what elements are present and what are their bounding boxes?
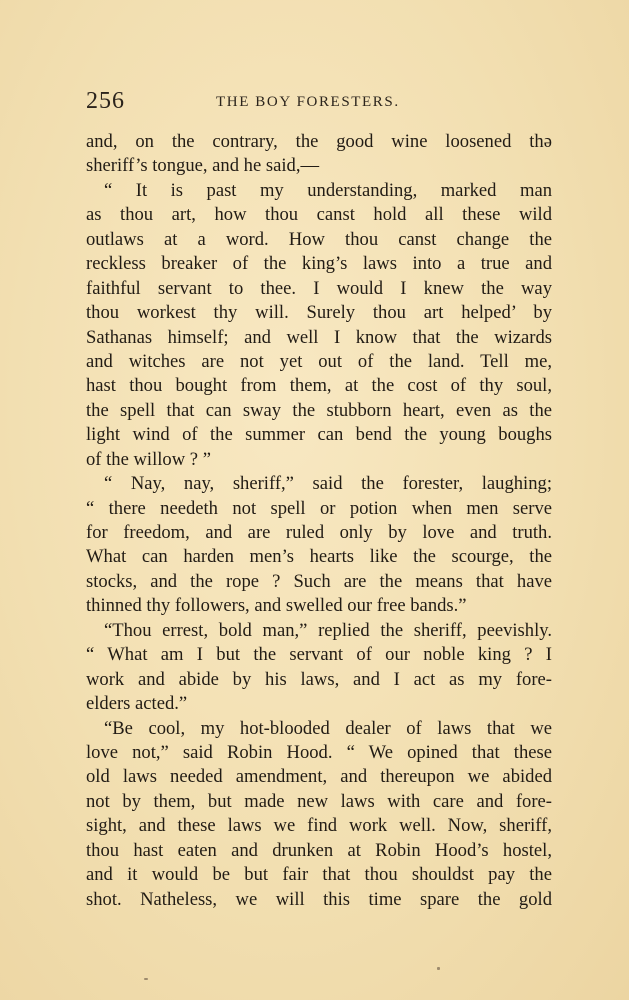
text-line: “ It is past my understanding, marked man [104,179,552,201]
text-line: Sathanas himself; and well I know that the wizards [86,326,552,348]
text-line: work and abide by his laws, and I act as my fore- [86,668,552,690]
paper-speck [437,967,440,970]
running-title: THE BOY FORESTERS. [216,94,400,110]
text-line: “ there needeth not spell or potion when men serve [86,497,552,519]
text-line: thinned thy followers, and swelled our free bands.” [86,595,467,617]
text-line: What can harden men’s hearts like the scourge, the [86,546,552,568]
page-number: 256 [86,88,125,114]
text-line: of the willow ? ” [86,448,211,470]
body-text [86,130,552,912]
text-line: thou hast eaten and drunken at Robin Hood’s hostel, [86,839,552,861]
text-line: not by them, but made new laws with care and fore- [86,790,552,812]
text-line: reckless breaker of the king’s laws into a true and [86,253,552,275]
text-line: stocks, and the rope ? Such are the means that have [86,570,552,592]
text-line: and, on the contrary, the good wine loosened thə [86,131,552,152]
text-line: and witches are not yet out of the land. Tell me, [86,350,552,372]
text-line: “Thou errest, bold man,” replied the sheriff, peevishly. [104,619,552,641]
text-line: sight, and these laws we find work well. Now, sheriff, [86,815,552,837]
text-line: love not,” said Robin Hood. “ We opined that these [86,741,552,763]
text-line: thou workest thy will. Surely thou art helped’ by [86,302,552,324]
text-line: shot. Natheless, we will this time spare the gold [86,888,552,910]
text-line: light wind of the summer can bend the young boughs [86,424,552,446]
text-line: as thou art, how thou canst hold all these wild [86,204,552,226]
text-line: and it would be but fair that thou shouldst pay the [86,864,552,886]
text-line: the spell that can sway the stubborn heart, even as the [86,399,552,421]
text-line: old laws needed amendment, and thereupon we abided [86,766,552,788]
text-line: “ Nay, nay, sheriff,” said the forester, laughing; [104,473,552,495]
text-line: hast thou bought from them, at the cost of thy soul, [86,375,552,397]
text-line: “ What am I but the servant of our noble king ? I [86,644,552,666]
paper-speck [144,978,148,980]
text-line: elders acted.” [86,693,188,715]
text-line: “Be cool, my hot-blooded dealer of laws that we [104,717,552,739]
text-line: sheriff’s tongue, and he said,— [86,155,320,177]
text-line: outlaws at a word. How thou canst change the [86,228,552,250]
page-header [86,88,556,118]
text-line: faithful servant to thee. I would I knew the way [86,277,552,299]
text-line: for freedom, and are ruled only by love and truth. [86,522,552,543]
